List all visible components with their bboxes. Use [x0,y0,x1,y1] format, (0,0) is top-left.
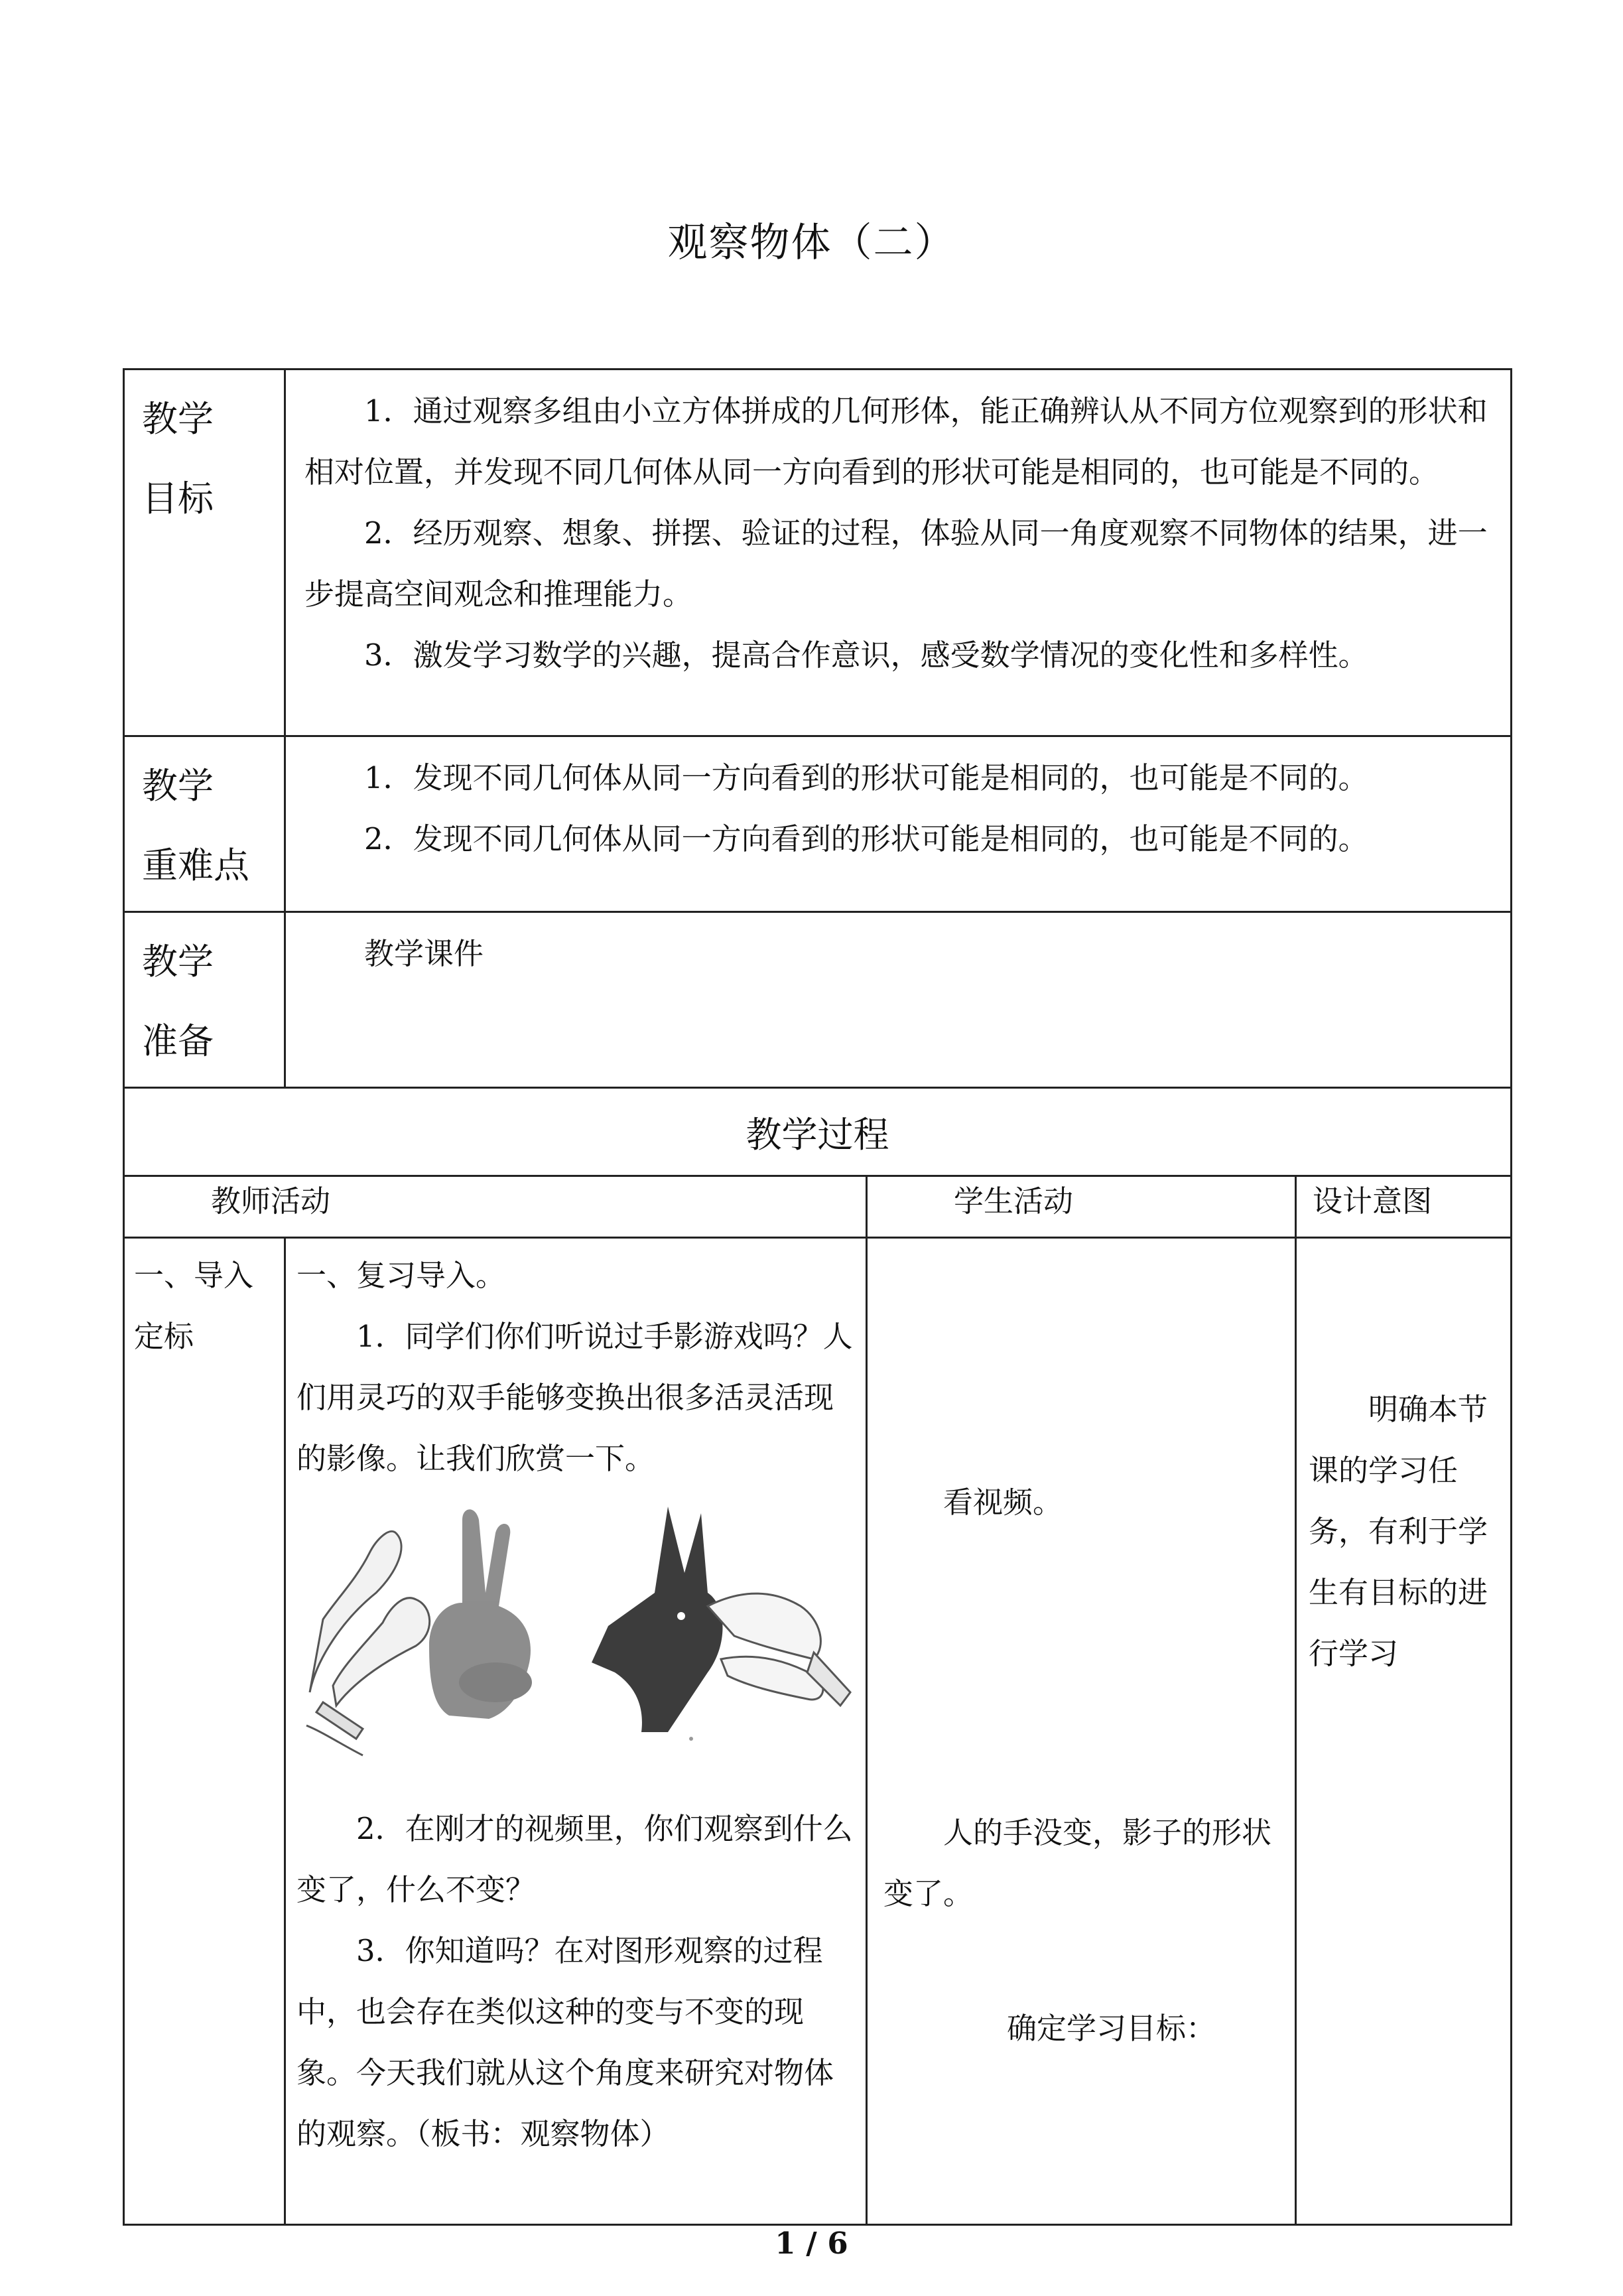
process-heading: 教学过程 [124,1088,1512,1176]
student-activity-2: 人的手没变，影子的形状变了。 [883,1815,1272,1911]
preparation-label-line-2: 准备 [142,1020,214,1062]
section1-row [124,1238,1512,2225]
teacher-column-header: 教师活动 [124,1176,867,1238]
preparation-label-line-1: 教学 [142,941,214,982]
student-activity-1: 看视频。 [943,1485,1063,1520]
objectives-label [124,370,285,736]
process-heading-row [124,1088,1512,1176]
hand-shadow-illustration [296,1493,858,1772]
preparation-label [124,912,285,1088]
objective-item: 2．经历观察、想象、拼摆、验证的过程，体验从同一角度观察不同物体的结果，进一步提高空间观念和推理能力。 [304,515,1488,612]
dog-shadow [592,1507,723,1732]
design-intent-text: 明确本节课的学习任务，有利于学生有目标的进行学习 [1309,1392,1488,1671]
right-hand [708,1593,850,1706]
key-points-label-line-2: 重难点 [142,844,249,886]
key-point-item: 1．发现不同几何体从同一方向看到的形状可能是相同的，也可能是不同的。 [364,760,1368,795]
section1-label-line-1: 一、导入 [134,1258,254,1293]
section1-design-intent [1296,1238,1512,2225]
section1-label-line-2: 定标 [134,1319,194,1354]
page-number: 1 / 6 [775,2226,848,2261]
student-column-header: 学生活动 [867,1176,1296,1238]
design-column-header: 设计意图 [1296,1176,1512,1238]
preparation-content [285,912,1512,1088]
left-hands [306,1531,430,1755]
objective-item: 1．通过观察多组由小立方体拼成的几何形体，能正确辨认从不同方位观察到的形状和相对位置，并发现不同几何体从同一方向看到的形状可能是相同的，也可能是不同的。 [304,393,1488,490]
key-points-label-line-1: 教学 [142,765,214,807]
column-header-row [124,1176,1512,1238]
key-points-label [124,736,285,912]
page-title: 观察物体（二） [667,220,956,266]
key-points-content [285,736,1512,912]
preparation-row [124,912,1512,1088]
rabbit-shadow [429,1509,532,1719]
objective-item: 3．激发学习数学的兴趣，提高合作意识，感受数学情况的变化性和多样性。 [364,638,1368,673]
lesson-plan-table [123,368,1512,2226]
section1-teacher-activity [285,1238,867,2225]
hand-shadow-image [296,1493,867,1772]
section1-label [124,1238,285,2225]
objectives-row [124,370,1512,736]
teacher-question-1: 1．同学们你们听说过手影游戏吗？人们用灵巧的双手能够变换出很多活灵活现的影像。让我们欣赏一下。 [296,1319,853,1476]
teacher-question-2: 2．在刚才的视频里，你们观察到什么变了，什么不变？ [296,1811,853,1907]
student-activity-3: 确定学习目标： [1007,2011,1216,2046]
preparation-text: 教学课件 [364,936,484,971]
key-points-row [124,736,1512,912]
objectives-label-line-2: 目标 [142,478,214,519]
objectives-label-line-1: 教学 [142,398,214,440]
section1-student-activity [867,1238,1296,2225]
objectives-content [285,370,1512,736]
teacher-question-3: 3．你知道吗？在对图形观察的过程中，也会存在类似这种的变与不变的现象。今天我们就从这个角度来研究对物体的观察。（板书：观察物体） [296,1933,834,2151]
teacher-heading: 一、复习导入。 [296,1258,506,1293]
key-point-item: 2．发现不同几何体从同一方向看到的形状可能是相同的，也可能是不同的。 [364,821,1368,856]
